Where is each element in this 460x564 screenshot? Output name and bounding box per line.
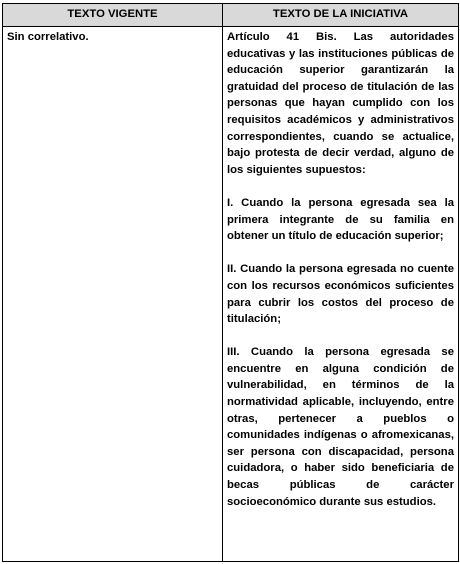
comparison-table [2,3,459,562]
fraction-iii-paragraph: III. Cuando la persona egresada se encuentre en alguna condición de vulnerabilidad, en términos de la normatividad aplicable, incluyendo, entre otras, pertenecer a pueblos o comunidades indígenas o afromexicanas, ser persona con discapacidad, persona cuidadora, o haber sido beneficiaria de becas públicas de carácter socioeconómico durante sus estudios. [227,346,454,508]
header-row [3,4,459,27]
header-texto-iniciativa: TEXTO DE LA INICIATIVA [223,4,459,27]
table-row [3,27,459,562]
fraction-ii-paragraph: II. Cuando la persona egresada no cuente con los recursos económicos suficientes para cubrir los costos del proceso de titulación; [227,263,454,326]
cell-texto-iniciativa [223,27,459,562]
header-texto-vigente: TEXTO VIGENTE [3,4,223,27]
cell-texto-vigente: Sin correlativo. [3,27,223,562]
article-41-bis-paragraph: Artículo 41 Bis. Las autoridades educativas y las instituciones públicas de educación superior garantizarán la gratuidad del proceso de titulación de las personas que hayan cumplido con los requisitos académicos y administrativos correspondientes, cuando se actualice, bajo protesta de decir verdad, alguno de los siguientes supuestos: [227,31,454,176]
fraction-i-paragraph: I. Cuando la persona egresada sea la primera integrante de su familia en obtener un título de educación superior; [227,196,454,243]
